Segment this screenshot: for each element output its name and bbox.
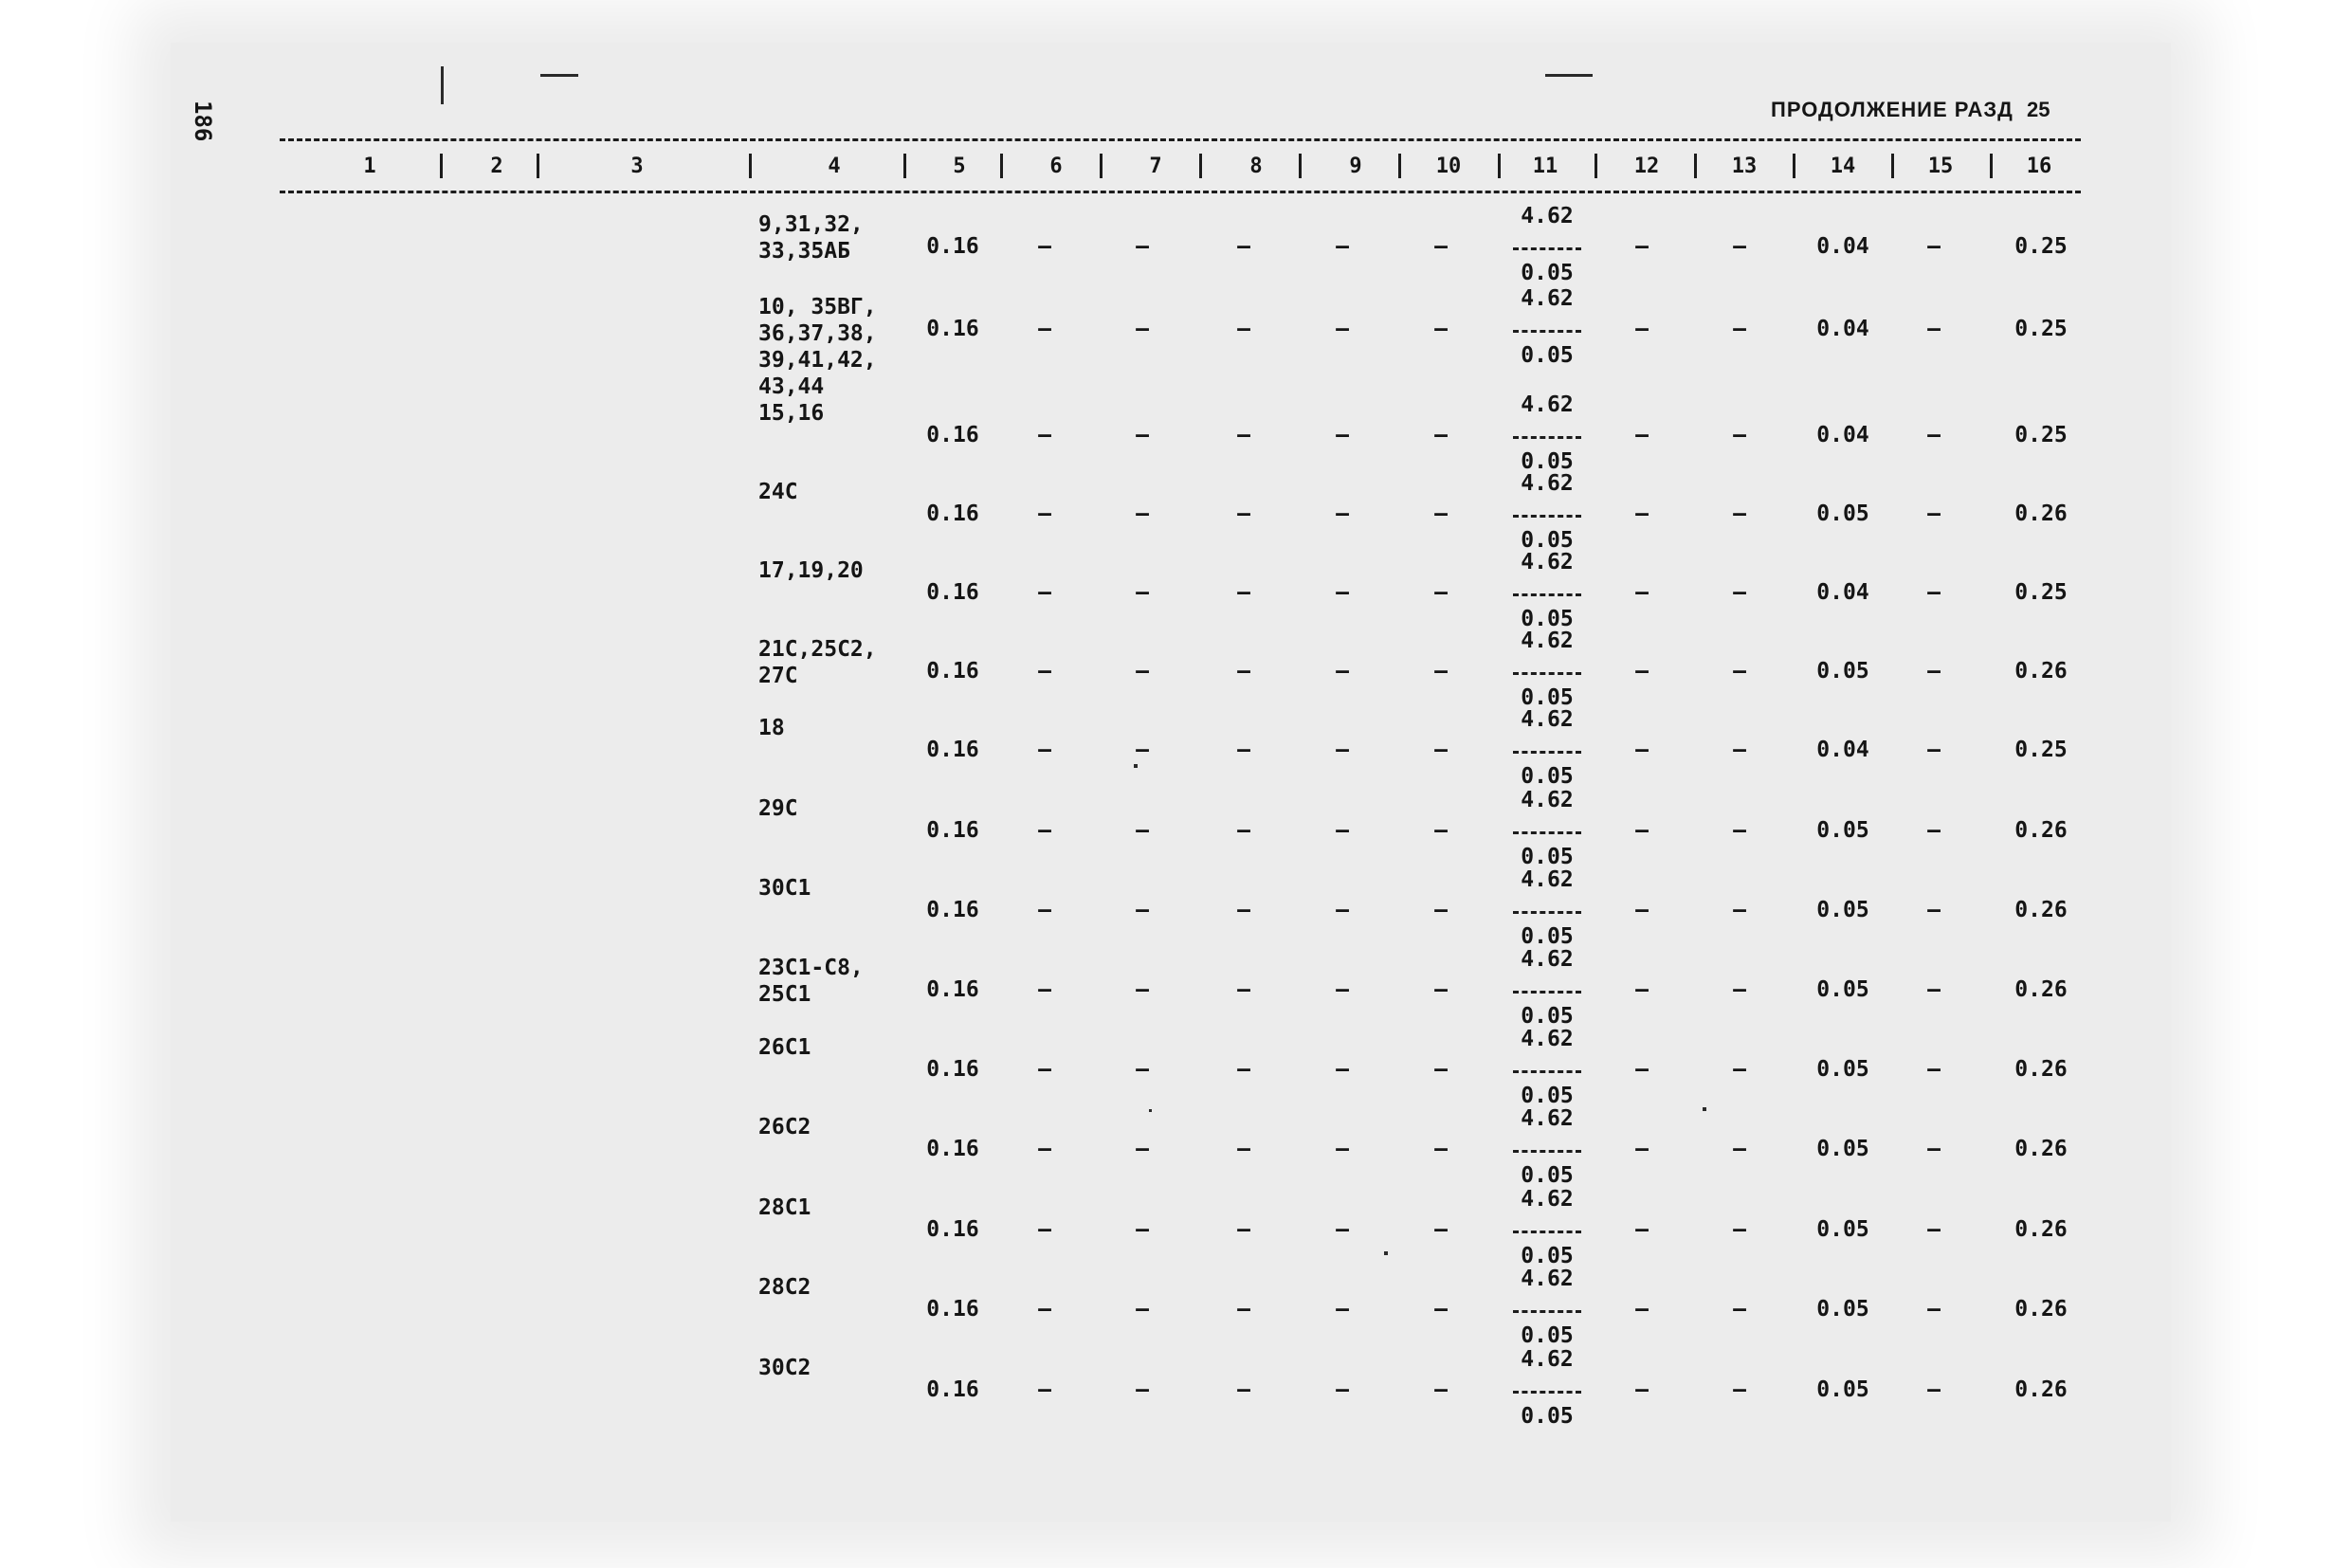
cell-c9: –: [1336, 234, 1349, 259]
cell-c15: –: [1927, 317, 1941, 341]
cell-c5: 0.16: [926, 580, 979, 605]
scan-speck: [1149, 1109, 1152, 1112]
cell-c12: –: [1635, 659, 1649, 684]
section-number: 25: [2027, 98, 2050, 121]
cell-c12: –: [1635, 580, 1649, 605]
cell-c5: 0.16: [926, 317, 979, 341]
cell-c16: 0.26: [2014, 659, 2068, 684]
cell-c13: –: [1733, 1377, 1746, 1402]
cell-c15: –: [1927, 818, 1941, 843]
cell-c11-denominator: 0.05: [1521, 261, 1574, 285]
cell-c13: –: [1733, 898, 1746, 922]
cell-c13: –: [1733, 317, 1746, 341]
cell-c16: 0.26: [2014, 818, 2068, 843]
cell-c9: –: [1336, 501, 1349, 526]
column-header-5: 5: [953, 155, 966, 178]
cell-c6: –: [1038, 659, 1051, 684]
cell-c15: –: [1927, 423, 1941, 447]
cell-c15: –: [1927, 580, 1941, 605]
cell-c15: –: [1927, 898, 1941, 922]
column-separator: [749, 154, 752, 178]
column-separator: [1199, 154, 1202, 178]
cell-c6: –: [1038, 738, 1051, 762]
row-label: 17,19,20: [758, 558, 864, 583]
cell-c11-numerator: 4.62: [1521, 1347, 1574, 1372]
cell-c9: –: [1336, 1217, 1349, 1242]
row-label: 26С1: [758, 1035, 811, 1060]
fraction-bar: [1513, 330, 1581, 333]
column-header-6: 6: [1049, 155, 1063, 178]
cell-c14: 0.05: [1816, 898, 1869, 922]
cell-c10: –: [1434, 898, 1448, 922]
column-separator: [903, 154, 906, 178]
column-header-11: 11: [1532, 155, 1558, 178]
cell-c13: –: [1733, 1137, 1746, 1161]
scan-speck: [1384, 1251, 1388, 1255]
cell-c16: 0.26: [2014, 977, 2068, 1002]
cell-c16: 0.25: [2014, 423, 2068, 447]
column-separator: [1299, 154, 1302, 178]
cell-c11-numerator: 4.62: [1521, 1106, 1574, 1131]
cell-c13: –: [1733, 738, 1746, 762]
cell-c16: 0.25: [2014, 738, 2068, 762]
cell-c9: –: [1336, 898, 1349, 922]
cell-c8: –: [1237, 818, 1250, 843]
cell-c14: 0.04: [1816, 738, 1869, 762]
cell-c11-denominator: 0.05: [1521, 1244, 1574, 1268]
cell-c16: 0.25: [2014, 580, 2068, 605]
fraction-bar: [1513, 436, 1581, 439]
cell-c7: –: [1136, 738, 1149, 762]
column-separator: [1398, 154, 1401, 178]
cell-c5: 0.16: [926, 659, 979, 684]
cell-c15: –: [1927, 1297, 1941, 1322]
cell-c5: 0.16: [926, 1217, 979, 1242]
column-separator: [1793, 154, 1795, 178]
fraction-bar: [1513, 1070, 1581, 1073]
cell-c11-denominator: 0.05: [1521, 343, 1574, 368]
cell-c11-numerator: 4.62: [1521, 392, 1574, 417]
row-label: 28С1: [758, 1195, 811, 1220]
cell-c11-denominator: 0.05: [1521, 685, 1574, 710]
cell-c11-denominator: 0.05: [1521, 1004, 1574, 1029]
cell-c12: –: [1635, 1057, 1649, 1082]
cell-c7: –: [1136, 501, 1149, 526]
column-header-4: 4: [828, 155, 841, 178]
cell-c10: –: [1434, 317, 1448, 341]
cell-c7: –: [1136, 317, 1149, 341]
cell-c13: –: [1733, 501, 1746, 526]
cell-c6: –: [1038, 1137, 1051, 1161]
fraction-bar: [1513, 515, 1581, 518]
cell-c9: –: [1336, 423, 1349, 447]
row-label: 30С1: [758, 876, 811, 901]
cell-c11-denominator: 0.05: [1521, 528, 1574, 553]
cell-c11-numerator: 4.62: [1521, 867, 1574, 892]
column-header-1: 1: [363, 155, 376, 178]
cell-c11-numerator: 4.62: [1521, 1027, 1574, 1051]
cell-c9: –: [1336, 977, 1349, 1002]
cell-c15: –: [1927, 1377, 1941, 1402]
column-header-8: 8: [1249, 155, 1263, 178]
fraction-bar: [1513, 1391, 1581, 1394]
cell-c9: –: [1336, 1297, 1349, 1322]
cell-c8: –: [1237, 738, 1250, 762]
header-top-rule: [280, 138, 2081, 141]
row-label: 39,41,42,: [758, 348, 877, 373]
cell-c7: –: [1136, 234, 1149, 259]
cell-c15: –: [1927, 659, 1941, 684]
cell-c10: –: [1434, 1377, 1448, 1402]
cell-c7: –: [1136, 1297, 1149, 1322]
cell-c11-numerator: 4.62: [1521, 550, 1574, 574]
column-header-14: 14: [1830, 155, 1856, 178]
cell-c10: –: [1434, 1137, 1448, 1161]
row-label: 18: [758, 716, 785, 740]
cell-c13: –: [1733, 1057, 1746, 1082]
cell-c6: –: [1038, 898, 1051, 922]
cell-c11-denominator: 0.05: [1521, 1163, 1574, 1188]
row-label: 28С2: [758, 1275, 811, 1300]
cell-c7: –: [1136, 659, 1149, 684]
cell-c10: –: [1434, 659, 1448, 684]
row-label: 29С: [758, 796, 798, 821]
cell-c6: –: [1038, 1377, 1051, 1402]
cell-c9: –: [1336, 1057, 1349, 1082]
cell-c6: –: [1038, 423, 1051, 447]
cell-c10: –: [1434, 423, 1448, 447]
row-label: 25С1: [758, 982, 811, 1007]
cell-c9: –: [1336, 1137, 1349, 1161]
cell-c7: –: [1136, 977, 1149, 1002]
column-header-13: 13: [1731, 155, 1758, 178]
column-separator: [1990, 154, 1993, 178]
scanned-page: [171, 43, 2171, 1522]
scan-speck: [441, 66, 444, 104]
cell-c11-numerator: 4.62: [1521, 471, 1574, 496]
fraction-bar: [1513, 247, 1581, 250]
cell-c9: –: [1336, 818, 1349, 843]
cell-c15: –: [1927, 977, 1941, 1002]
column-header-7: 7: [1149, 155, 1162, 178]
cell-c11-numerator: 4.62: [1521, 286, 1574, 311]
cell-c6: –: [1038, 1057, 1051, 1082]
cell-c6: –: [1038, 580, 1051, 605]
cell-c12: –: [1635, 1297, 1649, 1322]
column-header-15: 15: [1927, 155, 1954, 178]
row-label: 21С,25С2,: [758, 637, 877, 662]
cell-c16: 0.26: [2014, 898, 2068, 922]
cell-c12: –: [1635, 818, 1649, 843]
cell-c14: 0.05: [1816, 1297, 1869, 1322]
row-label: 10, 35ВГ,: [758, 295, 877, 319]
cell-c10: –: [1434, 818, 1448, 843]
cell-c16: 0.25: [2014, 234, 2068, 259]
cell-c8: –: [1237, 423, 1250, 447]
cell-c8: –: [1237, 1377, 1250, 1402]
cell-c12: –: [1635, 898, 1649, 922]
fraction-bar: [1513, 991, 1581, 994]
cell-c11-numerator: 4.62: [1521, 788, 1574, 812]
cell-c13: –: [1733, 234, 1746, 259]
cell-c12: –: [1635, 977, 1649, 1002]
row-label: 33,35АБ: [758, 239, 850, 264]
cell-c15: –: [1927, 234, 1941, 259]
cell-c13: –: [1733, 1217, 1746, 1242]
cell-c5: 0.16: [926, 1297, 979, 1322]
cell-c5: 0.16: [926, 501, 979, 526]
cell-c12: –: [1635, 1137, 1649, 1161]
cell-c10: –: [1434, 1297, 1448, 1322]
cell-c8: –: [1237, 580, 1250, 605]
column-header-3: 3: [630, 155, 644, 178]
cell-c7: –: [1136, 1377, 1149, 1402]
cell-c11-denominator: 0.05: [1521, 1404, 1574, 1429]
column-header-2: 2: [490, 155, 503, 178]
cell-c16: 0.26: [2014, 1217, 2068, 1242]
cell-c10: –: [1434, 580, 1448, 605]
fraction-bar: [1513, 672, 1581, 675]
cell-c5: 0.16: [926, 1377, 979, 1402]
cell-c11-numerator: 4.62: [1521, 204, 1574, 228]
fraction-bar: [1513, 911, 1581, 914]
fraction-bar: [1513, 1231, 1581, 1233]
cell-c7: –: [1136, 898, 1149, 922]
column-header-10: 10: [1435, 155, 1462, 178]
cell-c11-denominator: 0.05: [1521, 924, 1574, 949]
cell-c5: 0.16: [926, 977, 979, 1002]
scan-speck: [1134, 764, 1138, 768]
cell-c16: 0.26: [2014, 501, 2068, 526]
cell-c13: –: [1733, 1297, 1746, 1322]
cell-c14: 0.05: [1816, 1137, 1869, 1161]
cell-c15: –: [1927, 501, 1941, 526]
cell-c13: –: [1733, 818, 1746, 843]
row-label: 27С: [758, 664, 798, 688]
cell-c15: –: [1927, 1137, 1941, 1161]
cell-c14: 0.04: [1816, 423, 1869, 447]
section-continuation-caption: ПРОДОЛЖЕНИЕ РАЗД: [1771, 98, 2014, 121]
cell-c6: –: [1038, 501, 1051, 526]
header-bottom-rule: [280, 191, 2081, 193]
cell-c10: –: [1434, 1057, 1448, 1082]
cell-c7: –: [1136, 1057, 1149, 1082]
cell-c13: –: [1733, 659, 1746, 684]
cell-c12: –: [1635, 234, 1649, 259]
cell-c11-denominator: 0.05: [1521, 449, 1574, 474]
cell-c16: 0.26: [2014, 1377, 2068, 1402]
cell-c6: –: [1038, 1217, 1051, 1242]
row-label: 23С1-С8,: [758, 956, 864, 980]
row-label: 24С: [758, 480, 798, 504]
cell-c14: 0.04: [1816, 234, 1869, 259]
cell-c8: –: [1237, 898, 1250, 922]
cell-c6: –: [1038, 977, 1051, 1002]
cell-c6: –: [1038, 234, 1051, 259]
cell-c8: –: [1237, 317, 1250, 341]
cell-c7: –: [1136, 423, 1149, 447]
cell-c9: –: [1336, 317, 1349, 341]
cell-c12: –: [1635, 738, 1649, 762]
fraction-bar: [1513, 831, 1581, 834]
cell-c16: 0.26: [2014, 1297, 2068, 1322]
cell-c11-numerator: 4.62: [1521, 629, 1574, 653]
scan-speck: [540, 74, 578, 77]
column-header-9: 9: [1349, 155, 1362, 178]
cell-c10: –: [1434, 1217, 1448, 1242]
cell-c7: –: [1136, 818, 1149, 843]
cell-c11-denominator: 0.05: [1521, 764, 1574, 789]
cell-c12: –: [1635, 423, 1649, 447]
column-separator: [1595, 154, 1597, 178]
cell-c11-denominator: 0.05: [1521, 845, 1574, 869]
scan-speck: [1703, 1107, 1706, 1111]
cell-c12: –: [1635, 501, 1649, 526]
page-number: 186: [190, 100, 216, 142]
column-separator: [1100, 154, 1103, 178]
cell-c13: –: [1733, 977, 1746, 1002]
row-label: 30С2: [758, 1356, 811, 1380]
cell-c9: –: [1336, 580, 1349, 605]
cell-c9: –: [1336, 1377, 1349, 1402]
cell-c6: –: [1038, 818, 1051, 843]
cell-c10: –: [1434, 977, 1448, 1002]
cell-c14: 0.05: [1816, 818, 1869, 843]
cell-c9: –: [1336, 659, 1349, 684]
cell-c16: 0.26: [2014, 1137, 2068, 1161]
cell-c14: 0.05: [1816, 1217, 1869, 1242]
column-separator: [537, 154, 539, 178]
cell-c7: –: [1136, 1137, 1149, 1161]
cell-c10: –: [1434, 501, 1448, 526]
cell-c5: 0.16: [926, 1057, 979, 1082]
cell-c14: 0.05: [1816, 1377, 1869, 1402]
cell-c13: –: [1733, 423, 1746, 447]
cell-c6: –: [1038, 1297, 1051, 1322]
cell-c15: –: [1927, 1057, 1941, 1082]
cell-c14: 0.05: [1816, 1057, 1869, 1082]
fraction-bar: [1513, 1310, 1581, 1313]
cell-c13: –: [1733, 580, 1746, 605]
cell-c14: 0.04: [1816, 317, 1869, 341]
cell-c14: 0.05: [1816, 659, 1869, 684]
cell-c6: –: [1038, 317, 1051, 341]
cell-c14: 0.05: [1816, 501, 1869, 526]
cell-c11-numerator: 4.62: [1521, 947, 1574, 972]
cell-c8: –: [1237, 977, 1250, 1002]
column-separator: [1891, 154, 1894, 178]
column-separator: [440, 154, 443, 178]
cell-c10: –: [1434, 738, 1448, 762]
cell-c8: –: [1237, 1137, 1250, 1161]
fraction-bar: [1513, 1150, 1581, 1153]
cell-c8: –: [1237, 1217, 1250, 1242]
fraction-bar: [1513, 751, 1581, 754]
column-separator: [1498, 154, 1501, 178]
cell-c8: –: [1237, 1057, 1250, 1082]
cell-c15: –: [1927, 1217, 1941, 1242]
cell-c15: –: [1927, 738, 1941, 762]
cell-c10: –: [1434, 234, 1448, 259]
row-label: 15,16: [758, 401, 825, 426]
cell-c11-numerator: 4.62: [1521, 1187, 1574, 1212]
cell-c16: 0.25: [2014, 317, 2068, 341]
cell-c8: –: [1237, 234, 1250, 259]
column-header-16: 16: [2026, 155, 2052, 178]
cell-c5: 0.16: [926, 423, 979, 447]
column-separator: [1694, 154, 1697, 178]
row-label: 36,37,38,: [758, 321, 877, 346]
cell-c11-numerator: 4.62: [1521, 1267, 1574, 1291]
cell-c7: –: [1136, 1217, 1149, 1242]
column-header-12: 12: [1633, 155, 1660, 178]
row-label: 43,44: [758, 374, 825, 399]
column-separator: [1000, 154, 1003, 178]
row-label: 26С2: [758, 1115, 811, 1140]
cell-c5: 0.16: [926, 818, 979, 843]
cell-c5: 0.16: [926, 898, 979, 922]
cell-c14: 0.04: [1816, 580, 1869, 605]
cell-c5: 0.16: [926, 234, 979, 259]
cell-c11-numerator: 4.62: [1521, 707, 1574, 732]
cell-c8: –: [1237, 1297, 1250, 1322]
cell-c11-denominator: 0.05: [1521, 1323, 1574, 1348]
cell-c12: –: [1635, 1217, 1649, 1242]
scan-speck: [1545, 74, 1593, 77]
cell-c9: –: [1336, 738, 1349, 762]
row-label: 9,31,32,: [758, 212, 864, 237]
cell-c7: –: [1136, 580, 1149, 605]
cell-c11-denominator: 0.05: [1521, 607, 1574, 631]
fraction-bar: [1513, 593, 1581, 596]
cell-c16: 0.26: [2014, 1057, 2068, 1082]
cell-c11-denominator: 0.05: [1521, 1084, 1574, 1108]
cell-c5: 0.16: [926, 1137, 979, 1161]
cell-c5: 0.16: [926, 738, 979, 762]
cell-c8: –: [1237, 501, 1250, 526]
cell-c12: –: [1635, 1377, 1649, 1402]
cell-c12: –: [1635, 317, 1649, 341]
cell-c14: 0.05: [1816, 977, 1869, 1002]
cell-c8: –: [1237, 659, 1250, 684]
